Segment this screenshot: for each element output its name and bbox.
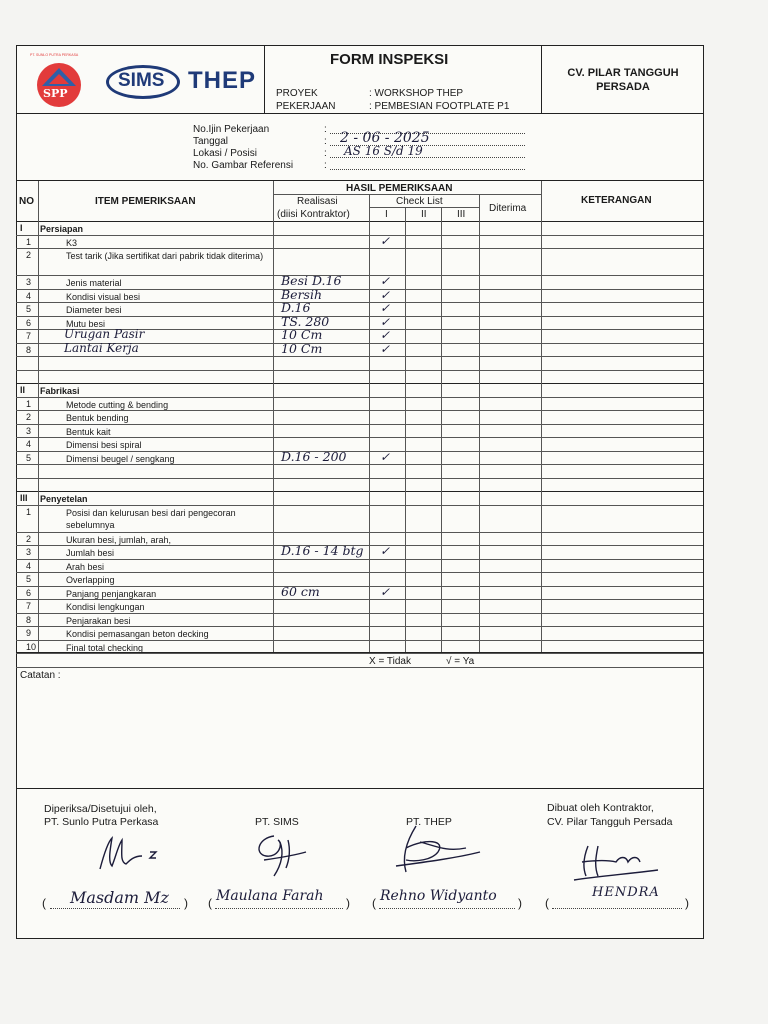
row-number: 9	[26, 628, 32, 638]
row-number: 4	[26, 290, 32, 301]
info-label-tanggal: Tanggal	[193, 136, 229, 147]
sig3-paren-close: )	[518, 896, 522, 910]
table-row-line	[16, 464, 703, 465]
info-colon: :	[324, 124, 327, 135]
info-label-gambar: No. Gambar Referensi	[193, 160, 294, 171]
sig2-dotline	[215, 908, 343, 909]
row-item: Penyetelan	[40, 494, 88, 504]
project-value: : WORKSHOP THEP	[369, 88, 464, 99]
sims-logo-text: SIMS	[118, 70, 165, 91]
row-item: K3	[66, 237, 78, 248]
row-check-mark: ✓	[380, 301, 391, 315]
table-row	[16, 572, 703, 586]
row-item: Lantai Kerja	[64, 340, 139, 355]
row-number: II	[20, 385, 26, 395]
row-number: 6	[26, 317, 32, 328]
table-bottom-line	[16, 652, 703, 653]
info-label-lokasi: Lokasi / Posisi	[193, 148, 257, 159]
row-number: 3	[26, 547, 32, 557]
info-colon: :	[324, 160, 327, 171]
table-row	[16, 626, 703, 640]
header-bottom-line	[16, 113, 703, 114]
row-number: 4	[26, 439, 32, 449]
info-colon: :	[324, 136, 327, 147]
table-row-line	[16, 370, 703, 371]
row-item: Dimensi beugel / sengkang	[66, 453, 175, 464]
sig4-line1: Dibuat oleh Kontraktor,	[547, 802, 654, 814]
row-item: Kondisi visual besi	[66, 291, 141, 302]
row-item: Panjang penjangkaran	[66, 588, 157, 599]
row-item: Final total checking	[66, 642, 144, 653]
sig2-company: PT. SIMS	[255, 816, 299, 828]
col-cl3: III	[457, 209, 466, 220]
row-realisasi: D.16 - 14 btg	[281, 543, 364, 558]
info-colon: :	[324, 148, 327, 159]
row-check-mark: ✓	[380, 341, 391, 356]
col-cl2: II	[421, 209, 427, 220]
col-realisasi: Realisasi	[297, 196, 338, 207]
row-check-mark: ✓	[380, 449, 391, 464]
table-row-line	[16, 478, 703, 479]
row-number: 1	[26, 236, 32, 247]
table-row	[16, 397, 703, 411]
row-item: Persiapan	[40, 224, 84, 234]
row-number: 2	[26, 412, 32, 422]
sig1-line1: Diperiksa/Disetujui oleh,	[44, 803, 157, 815]
col-item: ITEM PEMERIKSAAN	[95, 196, 196, 207]
sig1-paren-open: (	[42, 896, 46, 910]
sig1-line2: PT. Sunlo Putra Perkasa	[44, 816, 159, 828]
row-item: Arah besi	[66, 561, 105, 572]
row-number: III	[20, 493, 28, 503]
project-label: PROYEK	[276, 88, 318, 99]
table-row	[16, 640, 703, 654]
table-column-line	[369, 194, 370, 652]
row-item: Metode cutting & bending	[66, 399, 169, 410]
section-row	[16, 491, 703, 505]
table-row	[16, 599, 703, 613]
col-no: NO	[19, 196, 34, 207]
header-divider-2	[541, 45, 542, 113]
hasil-line	[273, 194, 541, 195]
row-item: Diameter besi	[66, 305, 122, 315]
row-number: 3	[26, 425, 32, 436]
sig1-name: Masdam Mz	[70, 888, 169, 907]
row-number: 5	[26, 452, 32, 463]
header-divider-1	[264, 45, 265, 113]
signature-2-scribble	[244, 830, 314, 880]
sig2-paren-close: )	[346, 896, 350, 910]
table-row	[16, 340, 703, 357]
row-number: 8	[26, 614, 32, 625]
thep-logo-text: THEP	[188, 67, 257, 94]
sig2-name: Maulana Farah	[216, 888, 324, 904]
row-realisasi: D.16	[281, 300, 311, 315]
table-row	[16, 275, 703, 289]
row-number: 5	[26, 574, 32, 584]
spp-logo-text: SPP	[43, 87, 68, 100]
table-row	[16, 613, 703, 627]
spp-logo-ring: PT. SUNLO PUTRA PERKASA	[30, 53, 79, 57]
row-number: 1	[26, 398, 32, 409]
row-realisasi: 10 Cm	[281, 327, 323, 342]
table-row	[16, 448, 703, 465]
row-item: Ukuran besi, jumlah, arah,	[66, 534, 172, 545]
row-item: Posisi dan kelurusan besi dari pengecoran sebelumnya	[66, 507, 236, 530]
signature-1-scribble	[90, 834, 170, 874]
catatan-bottom-line	[16, 788, 703, 789]
info-label-ijin: No.Ijin Pekerjaan	[193, 124, 270, 135]
table-row	[16, 583, 703, 600]
sig3-company: PT. THEP	[406, 816, 452, 828]
signature-4-scribble	[568, 842, 664, 882]
row-number: 3	[26, 277, 32, 287]
company-name: CV. PILAR TANGGUH PERSADA	[567, 67, 679, 93]
col-checklist: Check List	[396, 196, 443, 207]
info-lokasi-value: AS 16 S/d 19	[344, 144, 423, 158]
row-number: 7	[26, 601, 32, 611]
row-number: 6	[26, 587, 32, 598]
legend-ya: √ = Ya	[446, 656, 475, 667]
row-check-mark: ✓	[380, 314, 391, 329]
col-diterima: Diterima	[489, 203, 527, 214]
table-row	[16, 424, 703, 438]
work-label: PEKERJAAN	[276, 101, 336, 112]
table-row	[16, 302, 703, 316]
row-item: Kondisi lengkungan	[66, 602, 145, 612]
row-realisasi: 10 Cm	[281, 340, 323, 356]
table-column-line	[38, 181, 39, 652]
row-check-mark: ✓	[380, 287, 391, 302]
row-item: Bentuk bending	[66, 413, 129, 423]
form-title: FORM INSPEKSI	[330, 51, 449, 68]
table-row	[16, 437, 703, 451]
sig2-paren-open: (	[208, 896, 212, 910]
table-row	[16, 505, 703, 532]
signature-3-scribble	[376, 822, 486, 882]
row-number: 5	[26, 304, 32, 314]
row-number: 10	[26, 641, 37, 652]
sig4-paren-open: (	[545, 896, 549, 910]
legend-tidak: X = Tidak	[369, 656, 411, 667]
table-column-line	[441, 207, 442, 652]
sig4-name: HENDRA	[592, 885, 660, 900]
row-check-mark: ✓	[380, 328, 391, 342]
sig1-paren-close: )	[184, 896, 188, 910]
table-row	[16, 235, 703, 249]
work-value: : PEMBESIAN FOOTPLATE P1	[369, 101, 510, 112]
table-row	[16, 410, 703, 424]
row-number: 1	[26, 506, 32, 517]
table-row	[16, 545, 703, 559]
row-number: I	[20, 223, 23, 233]
row-item: Fabrikasi	[40, 386, 80, 396]
table-row-line	[16, 667, 703, 668]
col-realisasi-sub: (diisi Kontraktor)	[277, 209, 350, 220]
row-realisasi: TS. 280	[281, 313, 330, 329]
row-number: 8	[26, 344, 32, 355]
info-tanggal-value: 2 - 06 - 2025	[340, 130, 430, 146]
row-item: Dimensi besi spiral	[66, 440, 142, 450]
table-row-line	[16, 356, 703, 357]
col-keterangan: KETERANGAN	[581, 195, 652, 206]
col-cl1: I	[385, 209, 388, 220]
section-row	[16, 383, 703, 397]
row-item: Test tarik (Jika sertifikat dari pabrik tidak diterima)	[66, 251, 264, 261]
row-number: 2	[26, 533, 32, 544]
row-item: Jenis material	[66, 278, 122, 288]
sig4-paren-close: )	[685, 896, 689, 910]
row-item: Bentuk kait	[66, 426, 111, 437]
sig4-dotline	[552, 908, 682, 909]
row-item: Overlapping	[66, 575, 115, 585]
row-check-mark: ✓	[380, 274, 391, 288]
sig3-dotline	[379, 908, 515, 909]
row-check-mark: ✓	[380, 584, 391, 599]
row-item: Urugan Pasir	[64, 327, 145, 341]
row-item: Penjarakan besi	[66, 615, 131, 626]
col-hasil: HASIL PEMERIKSAAN	[346, 183, 453, 194]
section-row	[16, 221, 703, 235]
table-row	[16, 248, 703, 275]
sig3-name: Rehno Widyanto	[380, 888, 497, 904]
table-column-line	[541, 181, 542, 652]
info-bottom-line	[16, 180, 703, 181]
row-number: 4	[26, 560, 32, 571]
row-check-mark: ✓	[380, 233, 391, 248]
row-realisasi: 60 cm	[281, 583, 320, 599]
info-dotline	[330, 169, 525, 170]
sig1-dotline	[50, 908, 180, 909]
sig4-line2: CV. Pilar Tangguh Persada	[547, 816, 673, 828]
row-check-mark: ✓	[380, 544, 391, 558]
table-row	[16, 286, 703, 303]
row-number: 2	[26, 250, 32, 260]
sig3-paren-open: (	[372, 896, 376, 910]
row-item: Kondisi pemasangan beton decking	[66, 629, 209, 639]
row-realisasi: D.16 - 200	[281, 448, 347, 464]
row-item: Mutu besi	[66, 318, 106, 329]
table-row-line	[16, 653, 703, 654]
checklist-line	[369, 207, 479, 208]
table-column-line	[405, 207, 406, 652]
table-column-line	[479, 194, 480, 652]
row-number: 7	[26, 331, 32, 341]
row-realisasi: Besi D.16	[281, 273, 342, 288]
table-column-line	[273, 181, 274, 652]
row-realisasi: Bersih	[281, 286, 323, 302]
spp-logo	[32, 60, 88, 108]
catatan-label: Catatan :	[20, 670, 61, 681]
table-row	[16, 559, 703, 573]
row-item: Jumlah besi	[66, 548, 115, 558]
